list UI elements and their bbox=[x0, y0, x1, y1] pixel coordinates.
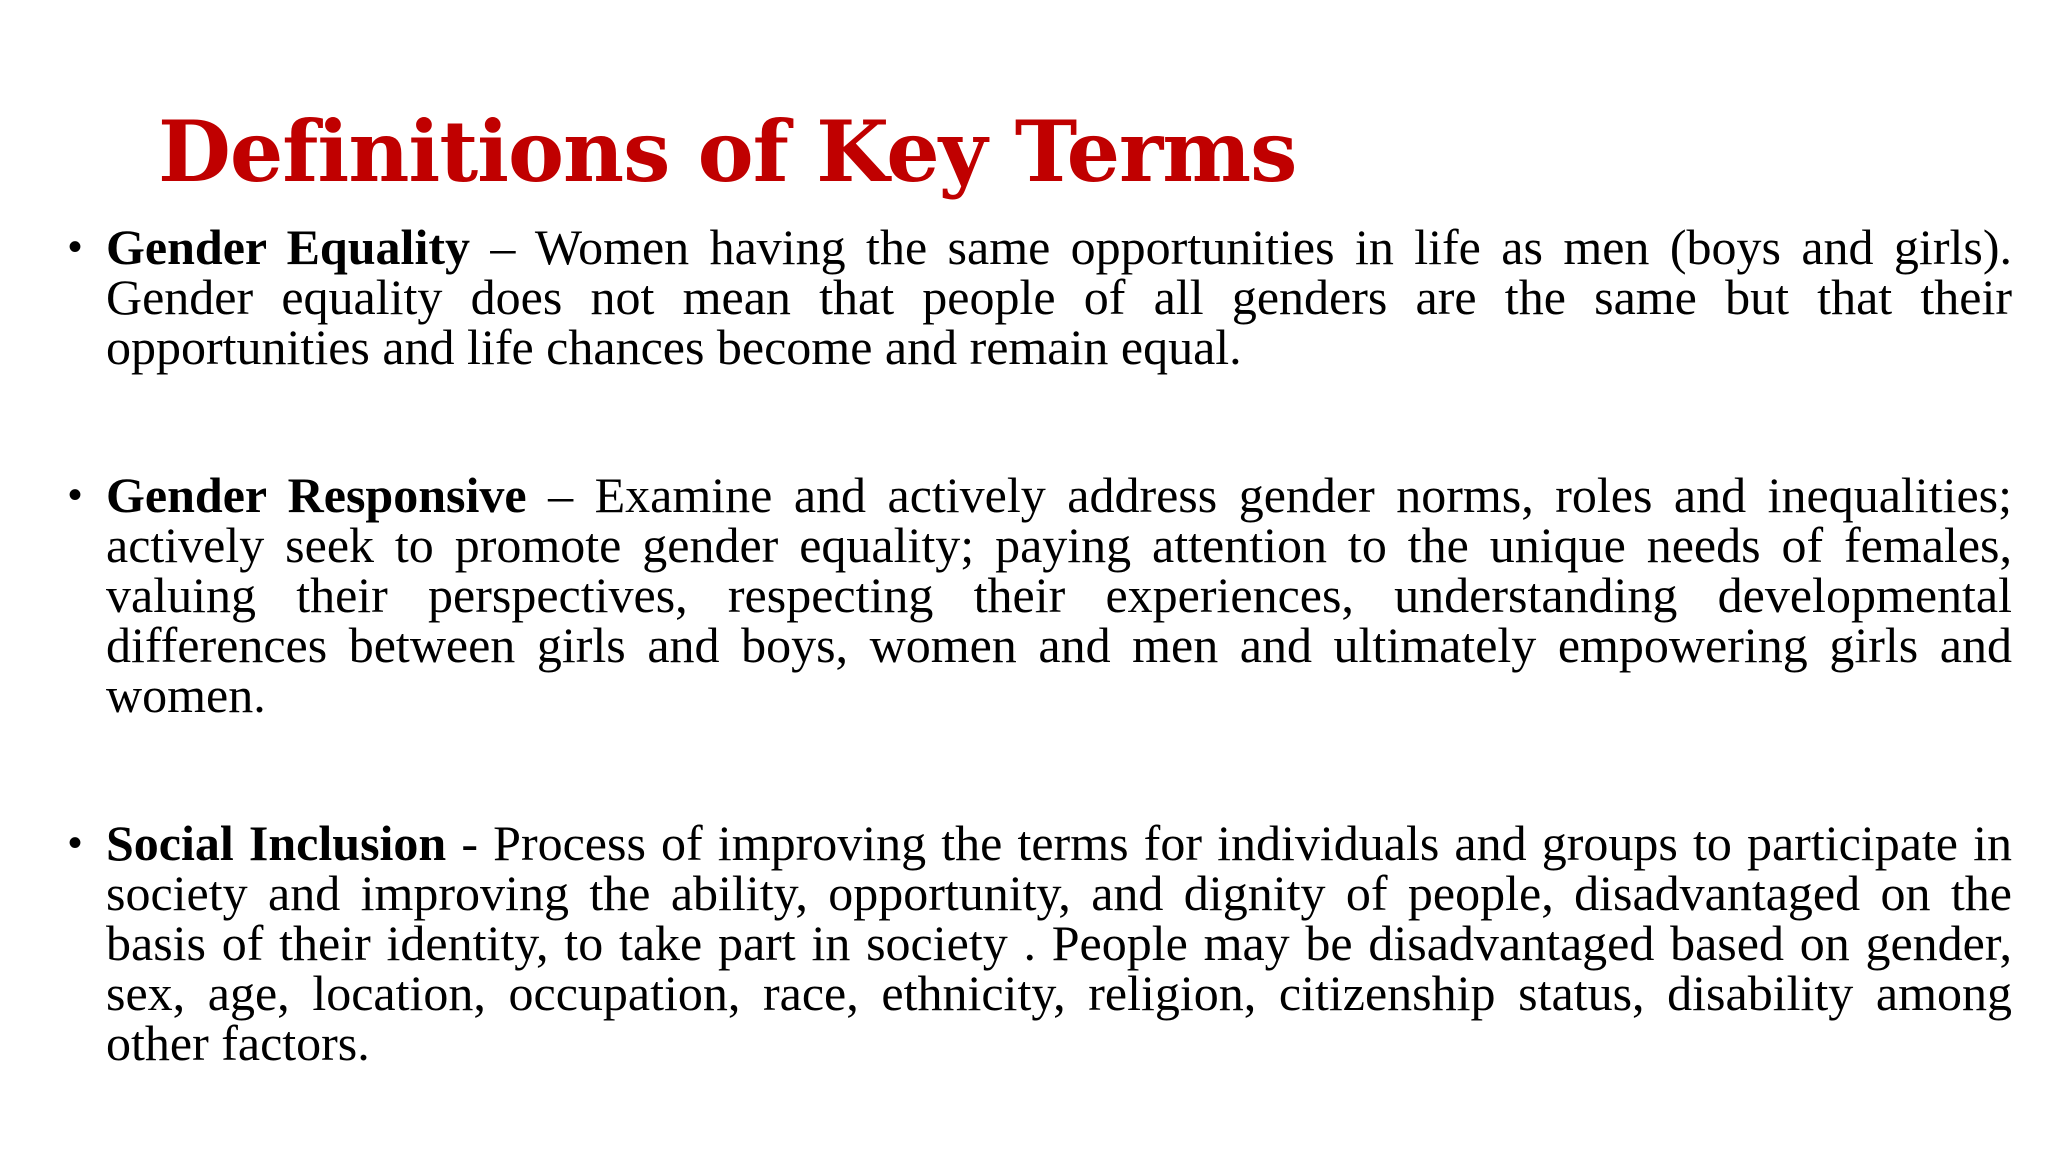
list-item-social-inclusion bbox=[68, 815, 2012, 1071]
term-definition: Examine and actively address gender norms, roles and inequalities; actively seek to promote gender equality; paying attention to the unique needs of females, valuing their perspectives, respecting their experiences, understanding developmental differences between girls and boys, women and men and ultimately empowering girls and women. bbox=[106, 467, 2012, 723]
definitions-list bbox=[68, 219, 2012, 1071]
slide-title: Definitions of Key Terms bbox=[158, 102, 1297, 201]
term-separator: – bbox=[469, 219, 535, 275]
bullet-dot-icon: • bbox=[68, 225, 83, 269]
bullet-dot-icon: • bbox=[68, 821, 83, 865]
term-separator: – bbox=[526, 467, 595, 523]
bullet-dot-icon: • bbox=[68, 473, 83, 517]
term-label: Gender Responsive bbox=[106, 467, 527, 523]
list-item-gender-equality bbox=[68, 219, 2012, 375]
term-definition: Women having the same opportunities in life as men (boys and girls). Gender equality does not mean that people of all genders are the same but that their opportunities and life chances become and remain equal. bbox=[106, 219, 2012, 375]
term-separator: - bbox=[446, 815, 494, 871]
term-label: Gender Equality bbox=[106, 219, 470, 275]
term-label: Social Inclusion bbox=[106, 815, 447, 871]
term-definition: Process of improving the terms for individuals and groups to participate in society and improving the ability, opportunity, and dignity of people, disadvantaged on the basis of their identity, to take part in society . People may be disadvantaged based on gender, sex, age, location, occupation, race, ethnicity, religion, citizenship status, disability among other factors. bbox=[106, 815, 2012, 1071]
list-item-gender-responsive bbox=[68, 467, 2012, 723]
